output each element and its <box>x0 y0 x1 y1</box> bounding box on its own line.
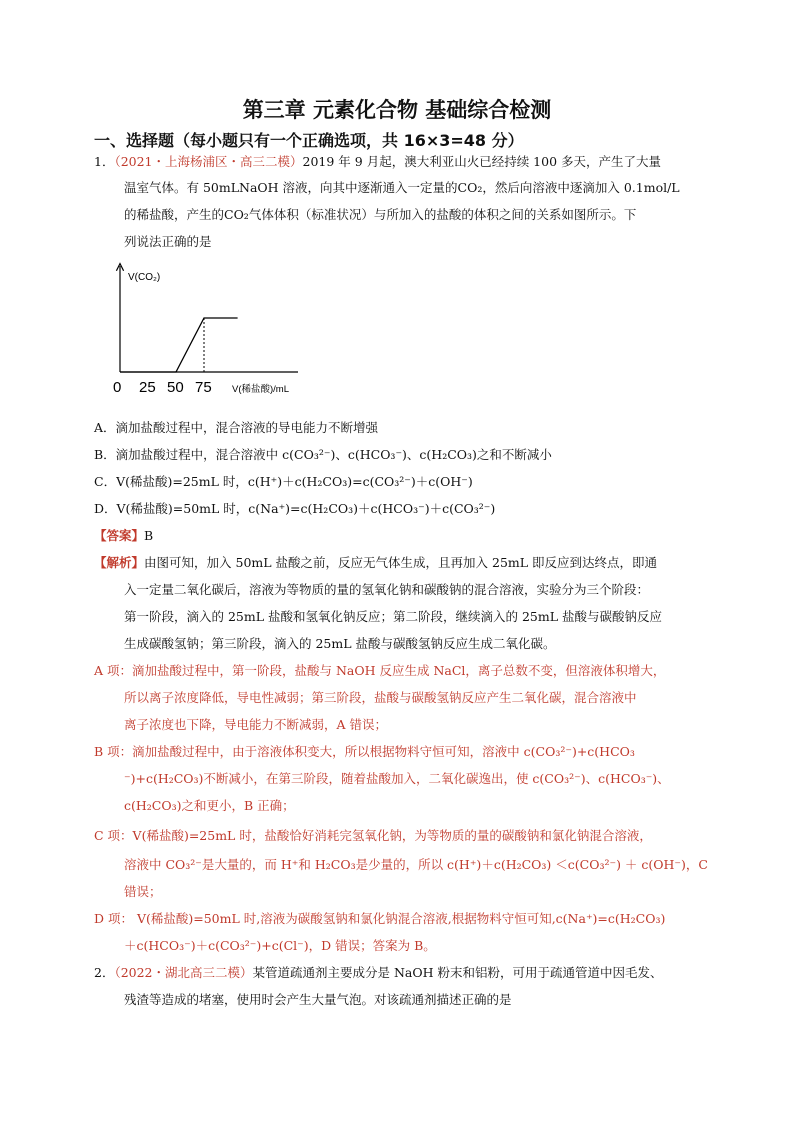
q2-stem-1: 某管道疏通剂主要成分是 NaOH 粉末和铝粉，可用于疏通管道中因毛发、 <box>252 965 663 980</box>
q1-stem-4: 列说法正确的是 <box>124 234 212 249</box>
item-c-1: C 项：V(稀盐酸)=25mL 时，盐酸恰好消耗完氢氧化钠，为等物质的量的碳酸钠和氯化钠混合溶液， <box>94 828 652 843</box>
page-title: 第三章 元素化合物 基础综合检测 <box>242 98 552 122</box>
q1-option-b: B．滴加盐酸过程中，混合溶液中 c(CO₃²⁻)、c(HCO₃⁻)、c(H₂CO₃)之和不断减小 <box>94 447 552 462</box>
q2-number: 2． <box>94 965 115 980</box>
q1-analysis-2: 入一定量二氧化碳后，溶液为等物质的量的氢氧化钠和碳酸钠的混合溶液，实验分为三个阶段： <box>124 582 650 597</box>
q1-source: （2021・上海杨浦区・高三二模） <box>114 154 303 169</box>
analysis-label: 【解析】 <box>94 555 145 570</box>
q2-line1 <box>94 963 663 983</box>
item-d-2: ＋c(HCO₃⁻)＋c(CO₃²⁻)+c(Cl⁻)，D 错误；答案为 B。 <box>124 938 436 953</box>
x-axis-label: V(稀盐酸)/mL <box>232 384 290 395</box>
item-b-1: B 项：滴加盐酸过程中，由于溶液体积变大，所以根据物料守恒可知，溶液中 c(CO₃²⁻)+c(HCO₃ <box>94 744 635 759</box>
item-a-1: A 项：滴加盐酸过程中，第一阶段，盐酸与 NaOH 反应生成 NaCl，离子总数不变，但溶液体积增大， <box>94 663 666 678</box>
origin-label: 0 <box>113 379 122 396</box>
section-heading: 一、选择题（每小题只有一个正确选项，共 16×3=48 分） <box>94 131 524 150</box>
item-d-1: D 项： V(稀盐酸)=50mL 时,溶液为碳酸氢钠和氯化钠混合溶液,根据物料守恒可知,c(Na⁺)=c(H₂CO₃) <box>94 911 666 926</box>
x-tick-label: 25 <box>139 379 156 396</box>
q1-analysis-4: 生成碳酸氢钠；第三阶段，滴入的 25mL 盐酸与碳酸氢钠反应生成二氧化碳。 <box>124 636 556 651</box>
item-a-2: 所以离子浓度降低，导电性减弱；第三阶段，盐酸与碳酸氢钠反应产生二氧化碳，混合溶液中 <box>124 690 637 705</box>
series-line <box>120 318 238 372</box>
co2-volume-chart <box>108 260 308 402</box>
q1-stem-1: 2019 年 9 月起，澳大利亚山火已经持续 100 多天，产生了大量 <box>302 154 662 169</box>
q1-answer <box>94 526 153 546</box>
q1-option-a: A．滴加盐酸过程中，混合溶液的导电能力不断增强 <box>94 420 379 435</box>
q1-analysis-1 <box>94 553 657 573</box>
q1-stem-2: 温室气体。有 50mLNaOH 溶液，向其中逐渐通入一定量的CO₂，然后向溶液中逐滴加入 0.1mol/L <box>124 180 680 195</box>
item-c-2: 溶液中 CO₃²⁻是大量的，而 H⁺和 H₂CO₃是少量的，所以 c(H⁺)＋c(H₂CO₃) ＜c(CO₃²⁻) ＋ c(OH⁻)，C <box>124 857 708 872</box>
item-b-2: ⁻)+c(H₂CO₃)不断减小，在第三阶段，随着盐酸加入，二氧化碳逸出，使 c(CO₃²⁻)、c(HCO₃⁻)、 <box>124 771 670 786</box>
item-b-3: c(H₂CO₃)之和更小，B 正确； <box>124 798 295 813</box>
x-tick-label: 50 <box>167 379 184 396</box>
q1-number: 1． <box>94 154 115 169</box>
q1-stem-3: 的稀盐酸，产生的CO₂气体体积（标准状况）与所加入的盐酸的体积之间的关系如图所示。下 <box>124 207 637 222</box>
q1-line1 <box>94 152 661 172</box>
answer-label: 【答案】 <box>94 528 145 543</box>
x-tick-label: 75 <box>195 379 212 396</box>
q1-option-d: D．V(稀盐酸)=50mL 时，c(Na⁺)=c(H₂CO₃)＋c(HCO₃⁻)＋c(CO₃²⁻) <box>94 501 496 516</box>
answer-value: B <box>144 528 154 543</box>
q1-analysis-3: 第一阶段，滴入的 25mL 盐酸和氢氧化钠反应；第二阶段，继续滴入的 25mL 盐酸与碳酸钠反应 <box>124 609 663 624</box>
analysis-text: 由图可知，加入 50mL 盐酸之前，反应无气体生成，且再加入 25mL 即反应到达终点，即通 <box>144 555 658 570</box>
q2-stem-2: 残渣等造成的堵塞，使用时会产生大量气泡。对该疏通剂描述正确的是 <box>124 992 512 1007</box>
q2-source: （2022・湖北高三二模） <box>114 965 253 980</box>
q1-option-c: C．V(稀盐酸)=25mL 时，c(H⁺)＋c(H₂CO₃)=c(CO₃²⁻)＋c(OH⁻) <box>94 474 473 489</box>
item-a-3: 离子浓度也下降，导电能力不断减弱，A 错误； <box>124 717 388 732</box>
item-c-3: 错误； <box>124 884 162 899</box>
y-axis-label: V(CO₂) <box>128 272 161 283</box>
